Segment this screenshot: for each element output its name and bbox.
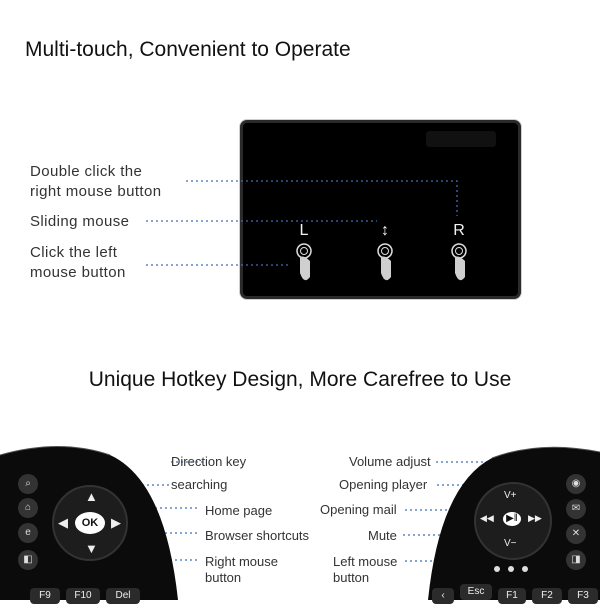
label-right-mouse-line2: button xyxy=(205,570,242,585)
key-esc[interactable]: Esc xyxy=(460,584,492,600)
label-direction-key: Direction key xyxy=(171,454,247,469)
key-arrow-left[interactable]: ‹ xyxy=(432,588,454,604)
label-home-page: Home page xyxy=(205,503,273,518)
gesture-left-label: L xyxy=(299,222,309,239)
indicator-light xyxy=(494,566,500,572)
key-f1[interactable]: F1 xyxy=(498,588,526,604)
gesture-slide-label: ↕ xyxy=(381,222,389,239)
player-key-icon[interactable]: ◉ xyxy=(566,474,586,494)
arrow-left-icon[interactable]: ◀ xyxy=(58,515,68,530)
mail-key-icon[interactable]: ✉ xyxy=(566,499,586,519)
left-mouse-key-icon[interactable]: ◨ xyxy=(566,550,586,570)
label-volume-adjust: Volume adjust xyxy=(349,454,431,469)
callout-left-click-line1: Click the left xyxy=(30,244,118,261)
callout-left-click-line2: mouse button xyxy=(30,264,126,281)
gesture-right-label: R xyxy=(453,222,465,239)
search-key-icon[interactable]: ⌕ xyxy=(18,474,38,494)
mute-key-icon[interactable]: ✕ xyxy=(566,524,586,544)
callout-double-click-line1: Double click the xyxy=(30,163,143,180)
volume-down[interactable]: V− xyxy=(504,538,517,549)
label-opening-player: Opening player xyxy=(339,477,428,492)
callout-double-click-line2: right mouse button xyxy=(30,183,162,200)
label-browser-shortcuts: Browser shortcuts xyxy=(205,528,310,543)
indicator-light xyxy=(522,566,528,572)
label-left-mouse xyxy=(333,554,397,586)
key-f10[interactable]: F10 xyxy=(66,588,100,604)
label-mute: Mute xyxy=(368,528,397,543)
play-pause-icon[interactable]: ▶‖ xyxy=(503,512,521,526)
arrow-up-icon[interactable]: ▲ xyxy=(85,489,98,504)
label-opening-mail: Opening mail xyxy=(320,502,397,517)
arrow-right-icon[interactable]: ▶ xyxy=(111,515,121,530)
volume-up[interactable]: V+ xyxy=(504,490,517,501)
key-f9[interactable]: F9 xyxy=(30,588,60,604)
callout-sliding-line1: Sliding mouse xyxy=(30,213,130,230)
label-right-mouse-line1: Right mouse xyxy=(205,554,278,569)
headline-multitouch: Multi-touch, Convenient to Operate xyxy=(25,38,351,61)
arrow-down-icon[interactable]: ▼ xyxy=(85,541,98,556)
label-searching: searching xyxy=(171,477,228,492)
previous-track-icon[interactable]: ◀◀ xyxy=(480,513,494,523)
label-left-mouse-line2: button xyxy=(333,570,370,585)
media-pad[interactable] xyxy=(474,482,552,560)
indicator-light xyxy=(508,566,514,572)
headline-hotkey: Unique Hotkey Design, More Carefree to Use xyxy=(88,368,512,391)
key-del[interactable]: Del xyxy=(106,588,140,604)
home-key-icon[interactable]: ⌂ xyxy=(18,498,38,518)
ok-button[interactable]: OK xyxy=(75,512,105,534)
key-f3[interactable]: F3 xyxy=(568,588,598,604)
right-mouse-key-icon[interactable]: ◧ xyxy=(18,550,38,570)
label-left-mouse-line1: Left mouse xyxy=(333,554,398,569)
next-track-icon[interactable]: ▶▶ xyxy=(528,513,542,523)
browser-key-icon[interactable]: e xyxy=(18,523,38,543)
key-f2[interactable]: F2 xyxy=(532,588,562,604)
